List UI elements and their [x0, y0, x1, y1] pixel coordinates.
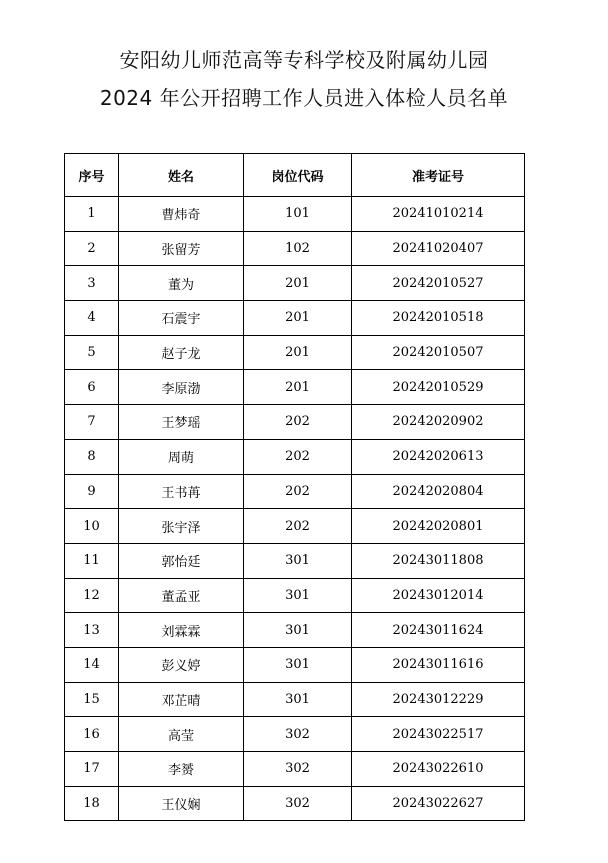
admission-ticket-cell: 20242020902: [352, 405, 525, 440]
admission-ticket-cell: 20242020804: [352, 474, 525, 509]
serial-number-cell: 15: [65, 682, 119, 717]
position-code-cell: 201: [244, 335, 352, 370]
table-row: [65, 231, 525, 266]
table-row: [65, 266, 525, 301]
position-code-cell: 302: [244, 786, 352, 821]
position-code-cell: 202: [244, 405, 352, 440]
table-row: [65, 370, 525, 405]
position-code-cell: 202: [244, 474, 352, 509]
position-code-cell: 301: [244, 647, 352, 682]
name-cell: 彭义婷: [119, 647, 244, 682]
position-code-cell: 301: [244, 543, 352, 578]
name-cell: 张宇泽: [119, 509, 244, 544]
position-code-cell: 202: [244, 439, 352, 474]
admission-ticket-cell: 20243022517: [352, 717, 525, 752]
header-serial-number: 序号: [65, 154, 119, 197]
serial-number-cell: 2: [65, 231, 119, 266]
header-name: 姓名: [119, 154, 244, 197]
header-row: [65, 154, 525, 197]
serial-number-cell: 16: [65, 717, 119, 752]
name-cell: 李赟: [119, 752, 244, 787]
table-row: [65, 752, 525, 787]
admission-ticket-cell: 20243011624: [352, 613, 525, 648]
name-cell: 曹炜奇: [119, 197, 244, 232]
serial-number-cell: 1: [65, 197, 119, 232]
table-row: [65, 405, 525, 440]
admission-ticket-cell: 20242010507: [352, 335, 525, 370]
name-cell: 邓芷晴: [119, 682, 244, 717]
document-title-line-1: 安阳幼儿师范高等专科学校及附属幼儿园: [119, 48, 489, 72]
admission-ticket-cell: 20242020801: [352, 509, 525, 544]
serial-number-cell: 5: [65, 335, 119, 370]
serial-number-cell: 13: [65, 613, 119, 648]
name-cell: 高莹: [119, 717, 244, 752]
table-row: [65, 474, 525, 509]
table-row: [65, 335, 525, 370]
table-row: [65, 439, 525, 474]
name-cell: 董为: [119, 266, 244, 301]
serial-number-cell: 12: [65, 578, 119, 613]
name-cell: 王仪娴: [119, 786, 244, 821]
document-title-line-2: 2024 年公开招聘工作人员进入体检人员名单: [99, 86, 509, 110]
name-cell: 石震宇: [119, 301, 244, 336]
serial-number-cell: 9: [65, 474, 119, 509]
table-row: [65, 578, 525, 613]
name-cell: 郭怡廷: [119, 543, 244, 578]
admission-ticket-cell: 20242010529: [352, 370, 525, 405]
position-code-cell: 201: [244, 301, 352, 336]
admission-ticket-cell: 20243011808: [352, 543, 525, 578]
table-row: [65, 543, 525, 578]
name-cell: 董孟亚: [119, 578, 244, 613]
name-cell: 王书苒: [119, 474, 244, 509]
admission-ticket-cell: 20241020407: [352, 231, 525, 266]
position-code-cell: 301: [244, 578, 352, 613]
serial-number-cell: 17: [65, 752, 119, 787]
position-code-cell: 101: [244, 197, 352, 232]
name-cell: 王梦瑶: [119, 405, 244, 440]
admission-ticket-cell: 20243012014: [352, 578, 525, 613]
admission-ticket-cell: 20243012229: [352, 682, 525, 717]
serial-number-cell: 11: [65, 543, 119, 578]
name-cell: 赵子龙: [119, 335, 244, 370]
serial-number-cell: 3: [65, 266, 119, 301]
name-cell: 张留芳: [119, 231, 244, 266]
serial-number-cell: 10: [65, 509, 119, 544]
table-row: [65, 197, 525, 232]
table-header: [65, 154, 525, 197]
table-row: [65, 613, 525, 648]
serial-number-cell: 18: [65, 786, 119, 821]
admission-ticket-cell: 20242020613: [352, 439, 525, 474]
serial-number-cell: 8: [65, 439, 119, 474]
serial-number-cell: 4: [65, 301, 119, 336]
table-row: [65, 717, 525, 752]
admission-ticket-cell: 20243022610: [352, 752, 525, 787]
name-cell: 李原渤: [119, 370, 244, 405]
header-position-code: 岗位代码: [244, 154, 352, 197]
name-cell: 周萌: [119, 439, 244, 474]
position-code-cell: 301: [244, 682, 352, 717]
table-row: [65, 647, 525, 682]
name-cell: 刘霖霖: [119, 613, 244, 648]
table-row: [65, 509, 525, 544]
serial-number-cell: 14: [65, 647, 119, 682]
position-code-cell: 202: [244, 509, 352, 544]
table-row: [65, 301, 525, 336]
table-row: [65, 786, 525, 821]
position-code-cell: 201: [244, 266, 352, 301]
position-code-cell: 102: [244, 231, 352, 266]
admission-ticket-cell: 20242010518: [352, 301, 525, 336]
position-code-cell: 302: [244, 717, 352, 752]
admission-ticket-cell: 20243022627: [352, 786, 525, 821]
candidate-table: [64, 153, 525, 821]
header-admission-ticket-number: 准考证号: [352, 154, 525, 197]
position-code-cell: 302: [244, 752, 352, 787]
position-code-cell: 301: [244, 613, 352, 648]
serial-number-cell: 6: [65, 370, 119, 405]
table-body: [65, 197, 525, 821]
table-row: [65, 682, 525, 717]
admission-ticket-cell: 20243011616: [352, 647, 525, 682]
admission-ticket-cell: 20242010527: [352, 266, 525, 301]
admission-ticket-cell: 20241010214: [352, 197, 525, 232]
serial-number-cell: 7: [65, 405, 119, 440]
position-code-cell: 201: [244, 370, 352, 405]
